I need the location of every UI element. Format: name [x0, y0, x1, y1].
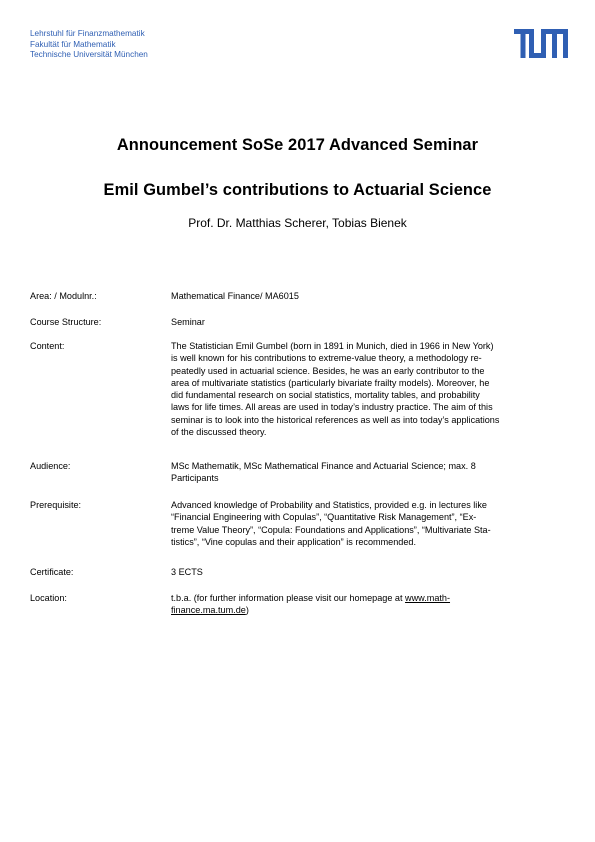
area-value: Mathematical Finance/ MA6015: [171, 291, 299, 301]
authors: Prof. Dr. Matthias Scherer, Tobias Bienek: [188, 216, 407, 230]
chair-name: Lehrstuhl für Finanzmathematik: [30, 29, 145, 38]
certificate-value: 3 ECTS: [171, 567, 203, 577]
content-text: [171, 340, 568, 438]
audience-label: Audience:: [30, 461, 71, 471]
chair-header: [30, 29, 148, 61]
location-line: [171, 604, 568, 616]
audience-text: [171, 460, 568, 485]
homepage-link[interactable]: www.math-: [405, 593, 451, 603]
structure-value: Seminar: [171, 317, 205, 327]
content-line: The Statistician Emil Gumbel (born in 1891 in Munich, died in 1966 in New York): [171, 341, 494, 351]
location-prefix: t.b.a. (for further information please visit our homepage at: [171, 593, 406, 603]
prerequisite-text: [171, 499, 568, 548]
prerequisite-line: treme Value Theory”, “Copula: Foundations and Applications”, “Multivariate Sta-: [171, 524, 491, 535]
prerequisite-line: tistics”, “Vine copulas and their application” is recommended.: [171, 536, 416, 547]
faculty-name: Fakultät für Mathematik: [30, 39, 116, 49]
university-name: Technische Universität München: [30, 50, 148, 60]
location-line: [171, 592, 568, 604]
content-line: peatedly used in actuarial science. Besides, he was an early contributor to the: [171, 365, 485, 376]
audience-line: Participants: [171, 473, 219, 484]
structure-label: Course Structure:: [30, 317, 102, 327]
content-line: area of multivariate statistics (particularly bivariate frailty models). Moreover, he: [171, 377, 490, 388]
certificate-label: Certificate:: [30, 567, 74, 577]
prerequisite-line: “Financial Engineering with Copulas”, “Quantitative Risk Management”, “Ex-: [171, 512, 477, 523]
location-label: Location:: [30, 593, 67, 603]
content-line: did fundamental research on social statistics, mortality tables, and probability: [171, 390, 480, 401]
announcement-title: Announcement SoSe 2017 Advanced Seminar: [116, 136, 479, 154]
content-line: of the discussed theory.: [171, 427, 267, 438]
content-line: seminar is to look into the historical references as well as into today’s applications: [171, 414, 500, 425]
prerequisite-line: Advanced knowledge of Probability and Statistics, provided e.g. in lectures like: [171, 500, 487, 510]
content-label: Content:: [30, 341, 65, 351]
audience-line: MSc Mathematik, MSc Mathematical Finance and Actuarial Science; max. 8: [171, 461, 476, 471]
content-line: is well known for his contributions to extreme-value theory, a methodology re-: [171, 353, 482, 364]
homepage-link-continued[interactable]: finance.ma.tum.de: [171, 605, 246, 616]
area-label: Area: / Modulnr.:: [30, 291, 97, 301]
location-text: [171, 592, 568, 617]
prerequisite-label: Prerequisite:: [30, 500, 82, 510]
content-line: laws for life times. All areas are used in today’s industry practice. The aim of this: [171, 402, 493, 413]
tum-logo: [514, 29, 568, 58]
location-suffix: ): [245, 605, 249, 616]
seminar-title: Emil Gumbel’s contributions to Actuarial Science: [103, 181, 492, 199]
